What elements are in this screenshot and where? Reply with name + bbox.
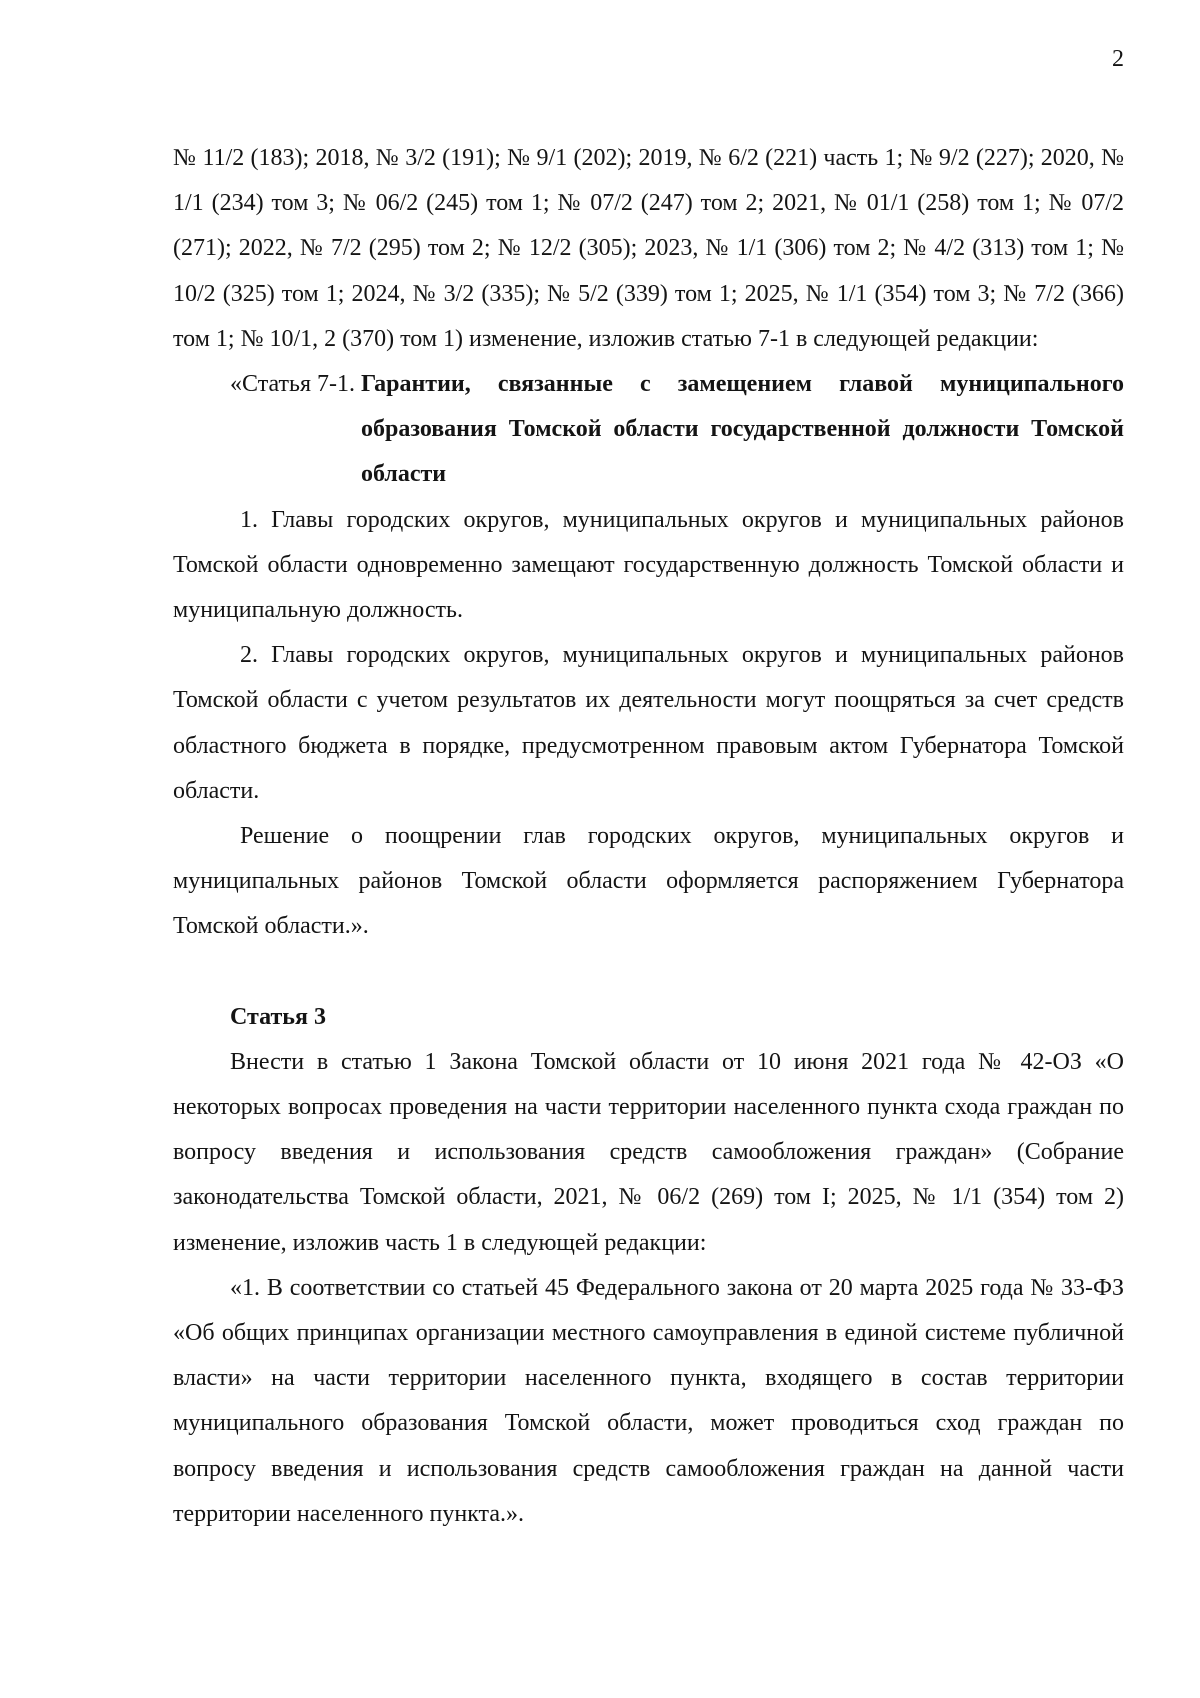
article-7-1-paragraph-3: Решение о поощрении глав городских округов, муниципальных округов и муниципальных районов Томской области оформляется распоряжением Губернатора Томской области.».: [173, 823, 1124, 940]
article-7-1-paragraph-1: 1. Главы городских округов, муниципальных округов и муниципальных районов Томской области одновременно замещают государственную должность Томской области и муниципальную должность.: [173, 506, 1124, 624]
article-7-1-prefix: «Статья 7-1.: [230, 371, 361, 398]
document-body: [173, 136, 1124, 1537]
article-3-paragraph-1: Внести в статью 1 Закона Томской области от 10 июня 2021 года № 42-ОЗ «О некоторых вопросах проведения на части территории населенного пункта схода граждан по вопросу введения и использования средств самообложения граждан» (Собрание законодательства Томской области, 2021, № 06/2 (269) том I; 2025, № 1/1 (354) том 2) изменение, изложив часть 1 в следующей редакции:: [173, 1048, 1124, 1256]
intro-paragraph: № 11/2 (183); 2018, № 3/2 (191); № 9/1 (202); 2019, № 6/2 (221) часть 1; № 9/2 (227); 2020, № 1/1 (234) том 3; № 06/2 (245) том 1; № 07/2 (247) том 2; 2021, № 01/1 (258) том 1; № 07/2 (271); 2022, № 7/2 (295) том 2; № 12/2 (305); 2023, № 1/1 (306) том 2; № 4/2 (313) том 1; № 10/2 (325) том 1; 2024, № 3/2 (335); № 5/2 (339) том 1; 2025, № 1/1 (354) том 3; № 7/2 (366) том 1; № 10/1, 2 (370) том 1) изменение, изложив статью 7-1 в следующей редакции:: [173, 145, 1124, 352]
article-3-paragraph-2: «1. В соответствии со статьей 45 Федерального закона от 20 марта 2025 года № 33-ФЗ «Об общих принципах организации местного самоуправления в единой системе публичной власти» на части территории населенного пункта, входящего в состав территории муниципального образования Томской области, может проводиться сход граждан по вопросу введения и использования средств самообложения граждан на данной части территории населенного пункта.».: [173, 1274, 1124, 1527]
section-spacer: [173, 950, 1124, 995]
article-7-1-heading: [230, 362, 1124, 498]
page-number: 2: [1112, 46, 1124, 72]
article-7-1-paragraph-2: 2. Главы городских округов, муниципальных округов и муниципальных районов Томской области с учетом результатов их деятельности могут поощряться за счет средств областного бюджета в порядке, предусмотренном правовым актом Губернатора Томской области.: [173, 642, 1124, 804]
article-3-heading: Статья 3: [230, 1003, 326, 1030]
article-7-1-title: Гарантии, связанные с замещением главой муниципального образования Томской области государственной должности Томской области: [360, 371, 1124, 488]
